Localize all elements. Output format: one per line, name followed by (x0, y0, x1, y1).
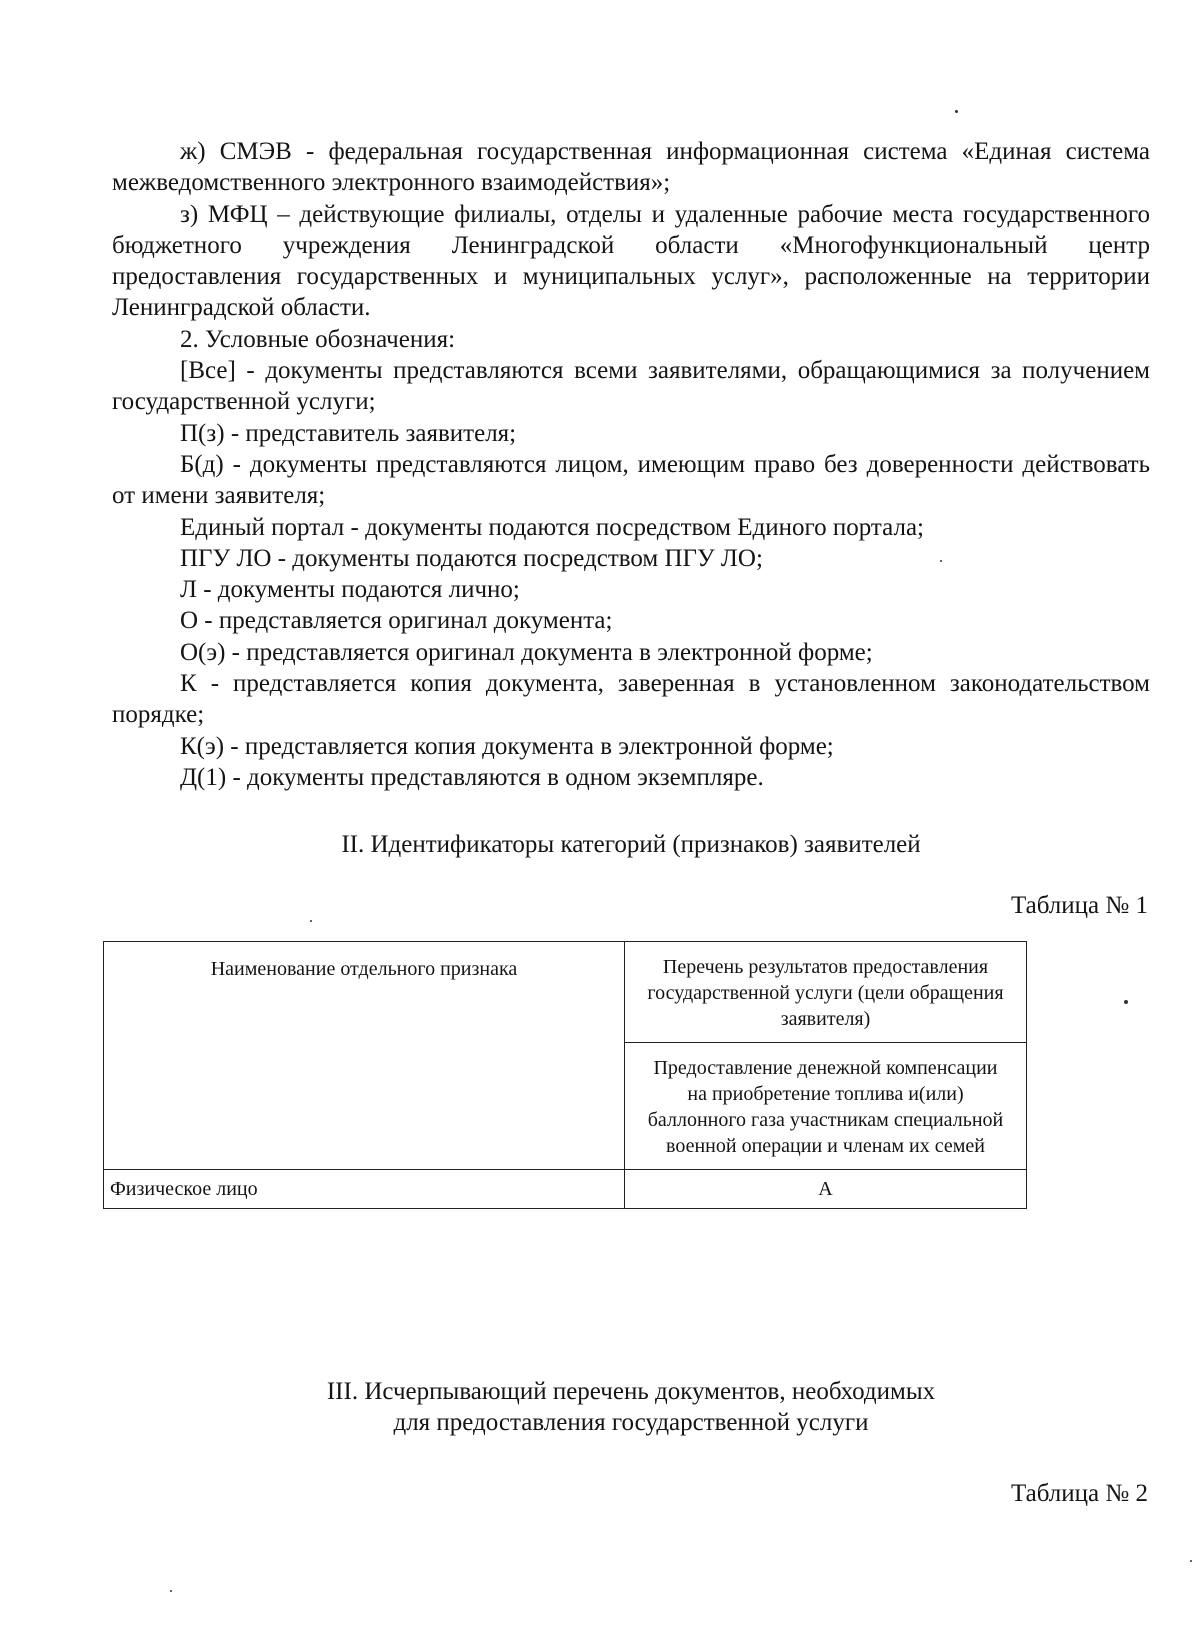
result-name-cell: Предоставление денежной компенсации на приобретение топлива и(или) баллонного газа участникам специальной военной операции и членам их семей (625, 1043, 1027, 1170)
scan-speck (1124, 1000, 1128, 1004)
scan-speck (955, 110, 958, 113)
section-3-title-line-2: для предоставления государственной услуги (393, 1409, 869, 1436)
scan-speck (1190, 1560, 1192, 1562)
paragraph-legend-one-copy: Д(1) - документы представляются в одном экземпляре. (180, 763, 764, 791)
section-3-title-line-1: III. Исчерпывающий перечень документов, необходимых (326, 1378, 936, 1405)
paragraph-legend-original-electronic: О(э) - представляется оригинал документа в электронной форме; (180, 638, 873, 666)
paragraph-smev: ж) СМЭВ - федеральная государственная информационная система «Единая система межведомственного электронного взаимодействия»; (112, 138, 1150, 197)
scan-speck (170, 1590, 172, 1592)
paragraph-legend-no-proxy: Б(д) - документы представляются лицом, имеющим право без доверенности действовать от имени заявителя; (112, 450, 1150, 510)
paragraph-legend-representative: П(з) - представитель заявителя; (180, 419, 517, 447)
paragraph-legend-certified-copy: К - представляется копия документа, заверенная в установленном законодательством порядке; (112, 670, 1150, 729)
header-feature-name: Наименование отдельного признака (104, 942, 625, 1170)
paragraph-legend-pgu-lo: ПГУ ЛО - документы подаются посредством ПГУ ЛО; (180, 544, 763, 572)
table-header-row (104, 942, 1027, 1043)
table-1-caption: Таблица № 1 (1010, 892, 1148, 919)
definitions-text (112, 136, 1150, 793)
paragraph-legend-copy-electronic: К(э) - представляется копия документа в электронной форме; (180, 732, 834, 760)
row-label: Физическое лицо (104, 1170, 625, 1209)
row-value: А (625, 1170, 1027, 1209)
table-2-caption: Таблица № 2 (1010, 1480, 1148, 1507)
scan-speck (310, 920, 312, 922)
section-2-title: II. Идентификаторы категорий (признаков) заявителей (341, 831, 921, 858)
paragraph-mfc: з) МФЦ – действующие филиалы, отделы и удаленные рабочие места государственного бюджетного учреждения Ленинградской области «Многофункциональный центр предоставления государственных и муниципальных услуг», расположенные на территории Ленинградской области. (112, 200, 1150, 322)
applicant-categories-table (103, 941, 1027, 1209)
table-row (104, 1170, 1027, 1209)
header-results-list: Перечень результатов предоставления государственной услуги (цели обращения заявителя) (625, 942, 1027, 1043)
paragraph-legend-original: О - представляется оригинал документа; (180, 607, 613, 635)
paragraph-legend-in-person: Л - документы подаются лично; (180, 576, 520, 604)
scan-speck (940, 560, 942, 562)
paragraph-legend-unified-portal: Единый портал - документы подаются посредством Единого портала; (180, 513, 924, 541)
paragraph-legend-title: 2. Условные обозначения: (180, 325, 456, 353)
paragraph-legend-all: [Все] - документы представляются всеми заявителями, обращающимися за получением государственной услуги; (112, 357, 1150, 416)
